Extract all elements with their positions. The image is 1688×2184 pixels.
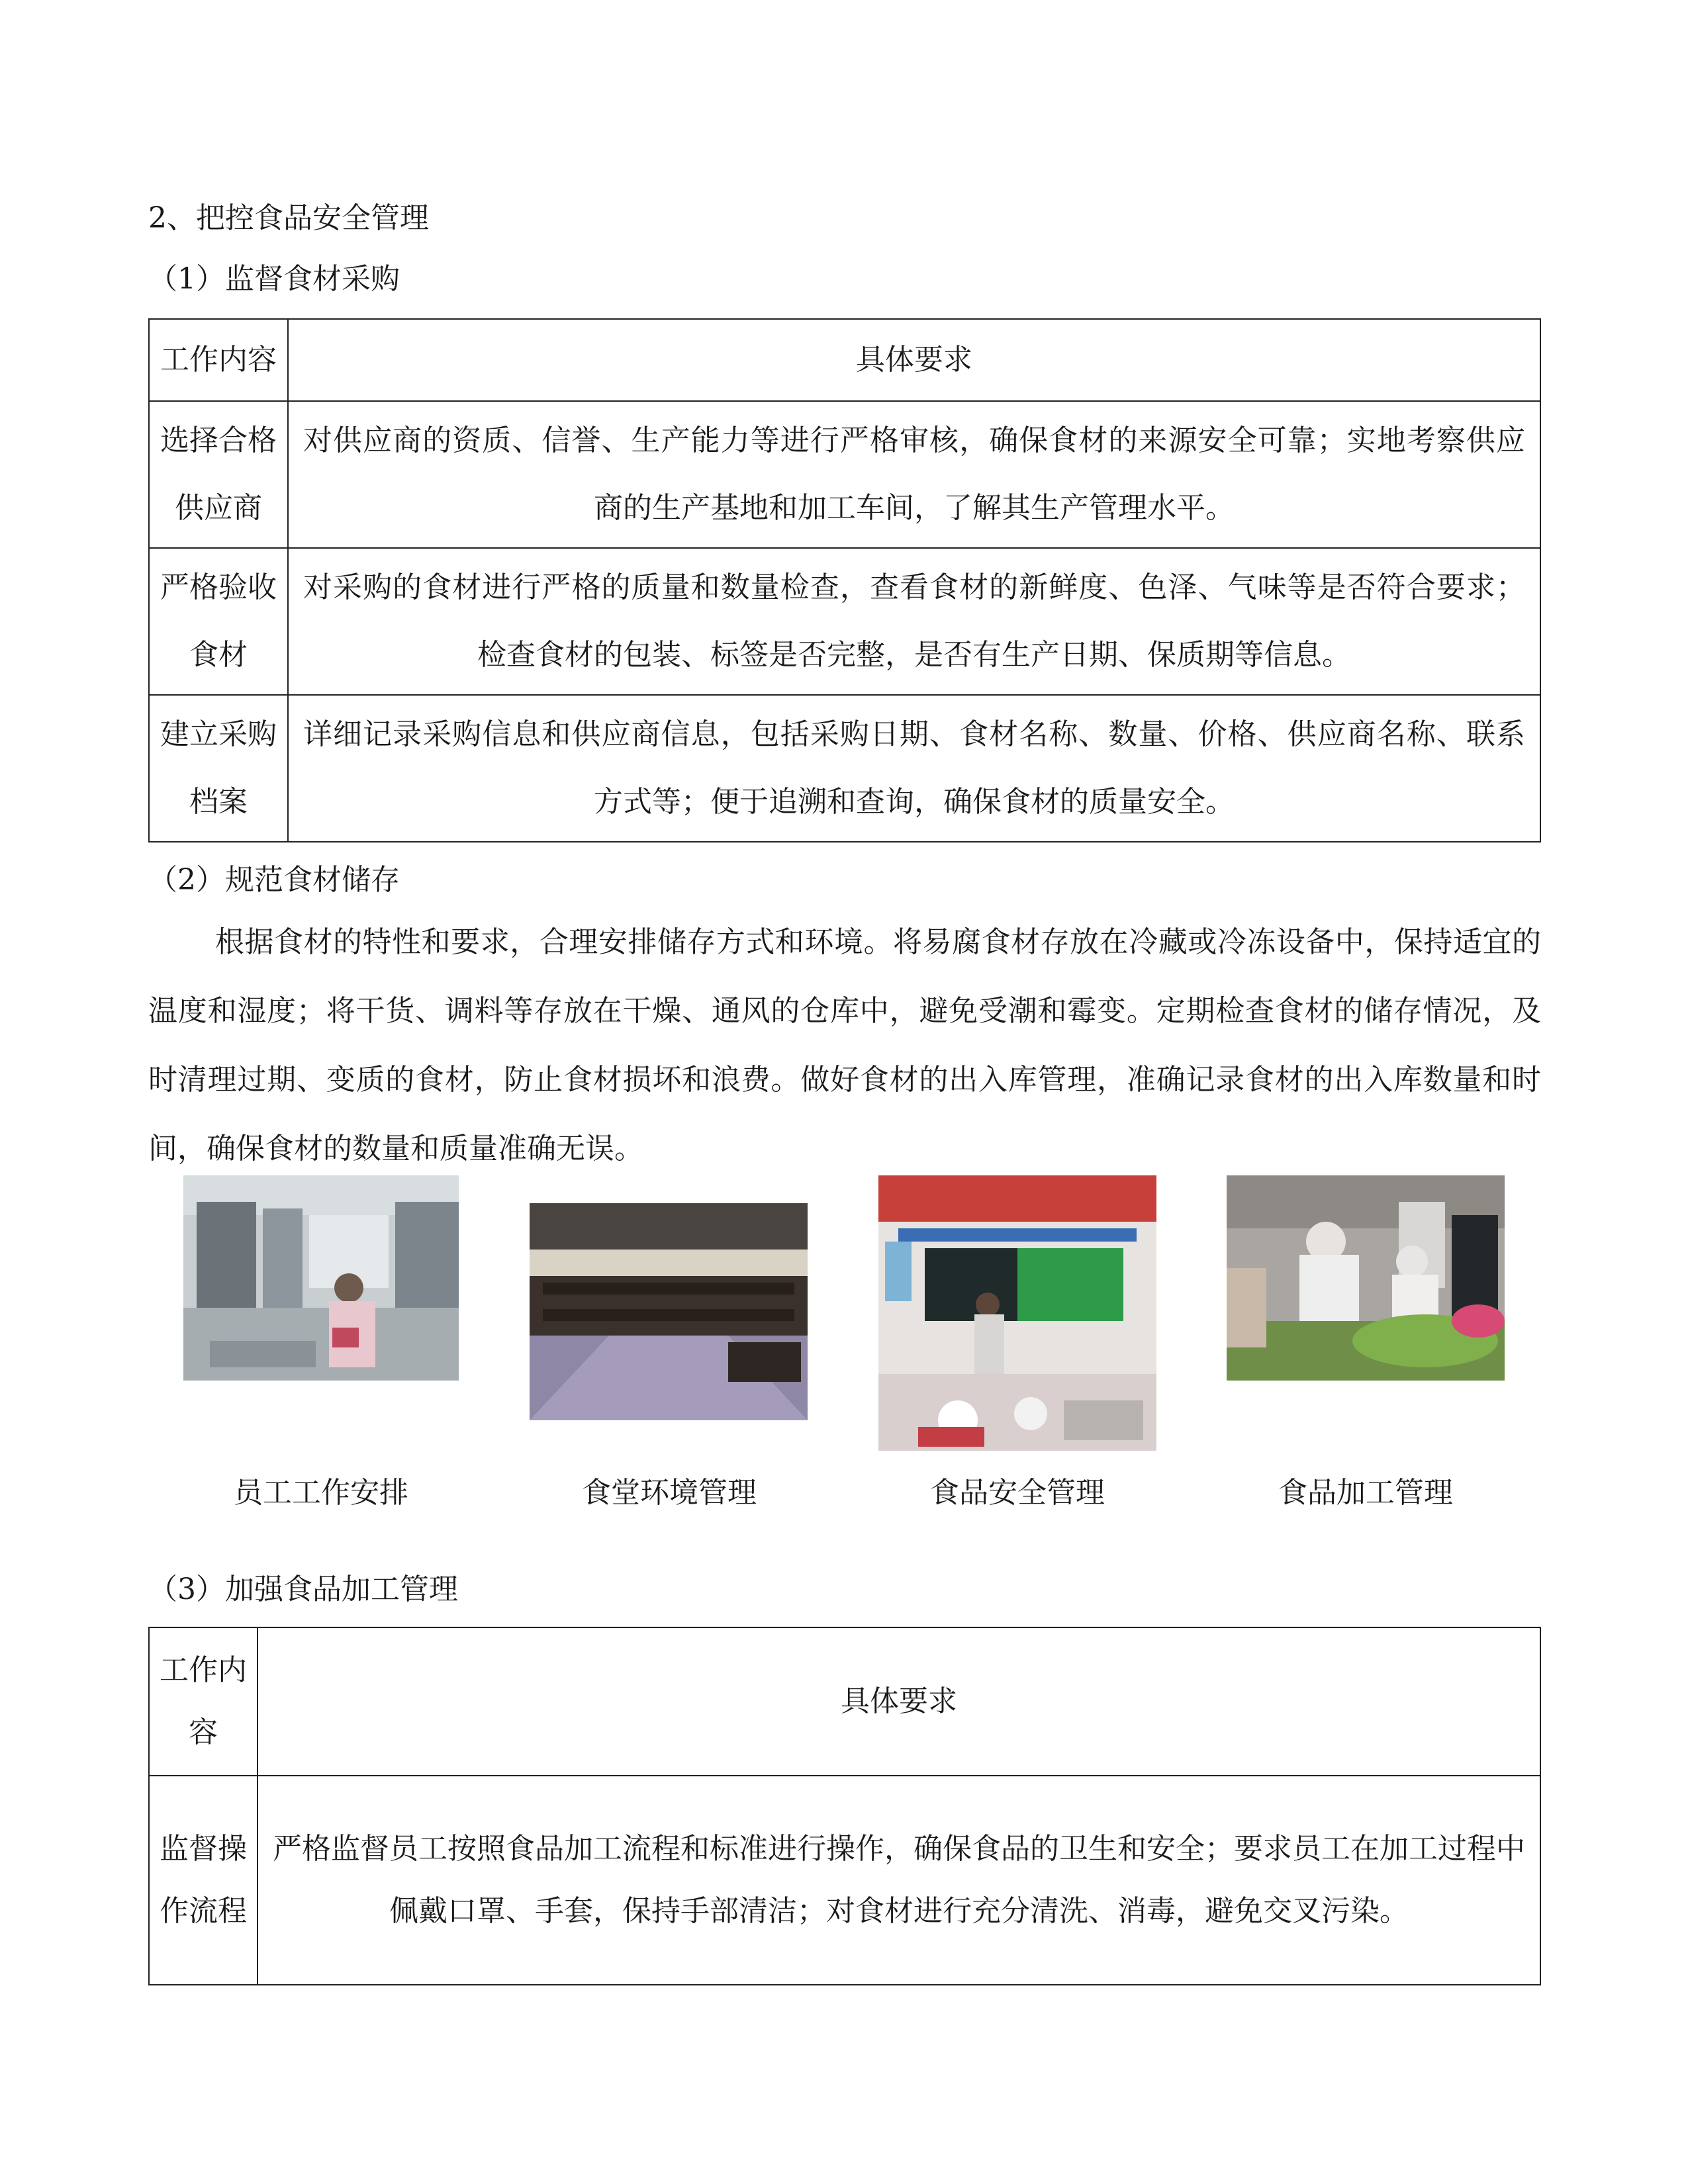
table-header-cell: 工作内容 xyxy=(149,1627,258,1776)
table-row xyxy=(149,401,1540,548)
row-text: 详细记录采购信息和供应商信息，包括采购日期、食材名称、数量、价格、供应商名称、联系方式等；便于追溯和查询，确保食材的质量安全。 xyxy=(288,695,1540,842)
table-header-cell: 具体要求 xyxy=(258,1627,1540,1776)
storage-paragraph: 根据食材的特性和要求，合理安排储存方式和环境。将易腐食材存放在冷藏或冷冻设备中，保持适宜的温度和湿度；将干货、调料等存放在干燥、通风的仓库中，避免受潮和霉变。定期检查食材的储存情况，及时清理过期、变质的食材，防止食材损坏和浪费。做好食材的出入库管理，准确记录食材的出入库数量和时间，确保食材的数量和质量准确无误。 xyxy=(148,925,1541,1165)
photo-caption: 食堂环境管理 xyxy=(582,1476,757,1510)
subsection-title-processing: （3）加强食品加工管理 xyxy=(148,1572,458,1606)
processing-table xyxy=(148,1627,1541,1985)
photo-food-safety xyxy=(878,1175,1156,1451)
photo-caption: 食品加工管理 xyxy=(1278,1476,1453,1510)
subsection-title-procurement: （1）监督食材采购 xyxy=(148,262,400,296)
table-header-cell: 具体要求 xyxy=(288,319,1540,401)
row-label: 监督操作流程 xyxy=(149,1776,258,1985)
row-label: 建立采购档案 xyxy=(149,695,288,842)
row-text: 对供应商的资质、信誉、生产能力等进行严格审核，确保食材的来源安全可靠；实地考察供应商的生产基地和加工车间，了解其生产管理水平。 xyxy=(288,401,1540,548)
row-text: 对采购的食材进行严格的质量和数量检查，查看食材的新鲜度、色泽、气味等是否符合要求；检查食材的包装、标签是否完整，是否有生产日期、保质期等信息。 xyxy=(288,548,1540,695)
section-title: 2、把控食品安全管理 xyxy=(148,201,429,235)
table-row xyxy=(149,695,1540,842)
procurement-table xyxy=(148,318,1541,842)
photo-staff-arrangement xyxy=(183,1175,459,1381)
subsection-title-storage: （2）规范食材储存 xyxy=(148,863,400,897)
row-text: 严格监督员工按照食品加工流程和标准进行操作，确保食品的卫生和安全；要求员工在加工过程中佩戴口罩、手套，保持手部清洁；对食材进行充分清洗、消毒，避免交叉污染。 xyxy=(258,1776,1540,1985)
photo-caption: 食品安全管理 xyxy=(930,1476,1105,1510)
table-header-row xyxy=(149,319,1540,401)
table-header-cell: 工作内容 xyxy=(149,319,288,401)
photo-canteen-environment xyxy=(530,1203,808,1420)
photo-caption: 员工工作安排 xyxy=(234,1476,408,1510)
table-header-row xyxy=(149,1627,1540,1776)
table-row xyxy=(149,1776,1540,1985)
row-label: 选择合格供应商 xyxy=(149,401,288,548)
table-row xyxy=(149,548,1540,695)
photo-food-processing xyxy=(1227,1175,1505,1381)
row-label: 严格验收食材 xyxy=(149,548,288,695)
